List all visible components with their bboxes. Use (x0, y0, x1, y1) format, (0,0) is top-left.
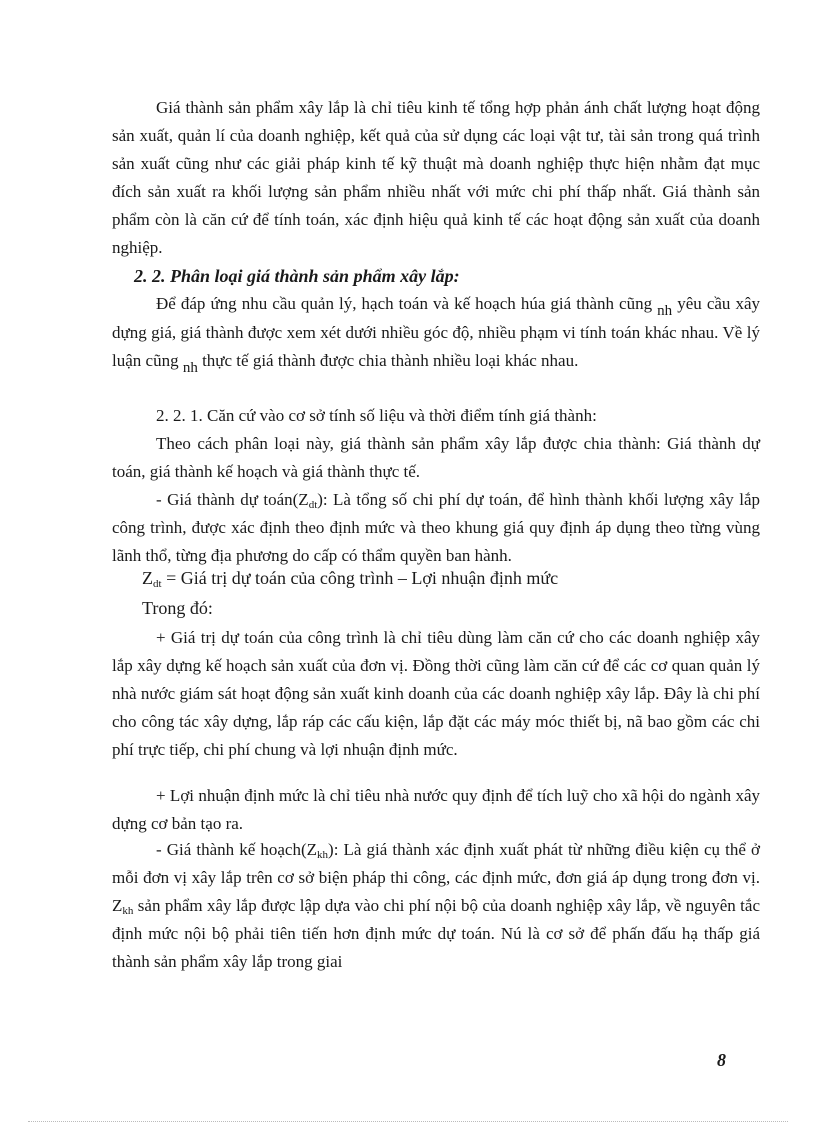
subsection-heading-2-2-1: 2. 2. 1. Căn cứ vào cơ sở tính số liệu và thời điểm tính giá thành: (156, 406, 597, 425)
section-heading-2-2: 2. 2. Phân loại giá thành sản phẩm xây lắp: (134, 266, 460, 286)
paragraph-intro: Giá thành sản phẩm xây lắp là chỉ tiêu kinh tế tổng hợp phản ánh chất lượng hoạt động sản xuất, quản lí của doanh nghiệp, kết quả của sử dụng các loại vật tư, tài sản trong quá trình sản xuất cũng như các giải pháp kinh tế kỹ thuật mà doanh nghiệp thực hiện nhằm đạt mục đích sản xuất ra khối lượng sản phẩm nhiều nhất với mức chi phí thấp nhất. Giá thành sản phẩm còn là căn cứ để tính toán, xác định hiệu quả kinh tế các hoạt động sản xuất của doanh nghiệp. (112, 98, 760, 257)
paragraph-planned-cost: - Giá thành kế $hoạch(Z_{kh})$: Là giá thành xác định xuất phát từ những điều kiện cụ thể ở mỗi đơn vị xây lắp trên cơ sở biện pháp thi công, các định mức, đơn giá áp dụng trong đơn vị. $Z_{kh}$ sản phẩm xây lắp được lập dựa vào chi phí nội bộ của doanh nghiệp xây lắp, về nguyên tắc định mức nội bộ phải tiên tiến hơn định mức dự toán. Nú là cơ sở để phấn đấu hạ thấp giá thành sản phẩm xây lắp trong giai (112, 840, 760, 971)
paragraph-estimated-cost: - Giá thành dự $toán(Z_{dt})$: Là tổng số chi phí dự toán, để hình thành khối lượng xây lắp công trình, được xác định theo định mức và theo khung giá quy định áp dụng theo từng vùng lãnh thổ, từng địa phương do cấp có thẩm quyền ban hành. (112, 490, 760, 565)
stray-text-nh-2: nh (182, 360, 198, 376)
paragraph-types: Theo cách phân loại này, giá thành sản phẩm xây lắp được chia thành: Giá thành dự toán, giá thành kế hoạch và giá thành thực tế. (112, 434, 760, 481)
paragraph-standard-profit: + Lợi nhuận định mức là chỉ tiêu nhà nước quy định để tích luỹ cho xã hội do ngành xây dựng cơ bản tạo ra. (112, 786, 760, 833)
page-number: 8 (717, 1050, 726, 1070)
stray-text-nh-1: nh (657, 303, 673, 319)
formula-zdt: $Z_{dt}$ = Giá trị dự toán của công trình – Lợi nhuận định mức (142, 568, 559, 590)
paragraph-classification: Để đáp ứng nhu cầu quản lý, hạch toán và kế hoạch húa giá thành cũng nh yêu cầu xây dựng giá, giá thành được xem xét dưới nhiều góc độ, nhiều phạm vi tính toán khác nhau. Về lý luận cũng nh thực tế giá thành được chia thành nhiều loại khác nhau. (112, 294, 761, 376)
label-trong-do: Trong đó: (142, 598, 213, 618)
paragraph-estimated-value: + Giá trị dự toán của công trình là chỉ tiêu dùng làm căn cứ cho các doanh nghiệp xây lắp xây dựng kế hoạch sản xuất của đơn vị. Đồng thời cũng làm căn cứ để các cơ quan quản lý nhà nước giám sát hoạt động sản xuất kinh doanh của các doanh nghiệp xây lắp. Đây là chi phí cho công tác xây dựng, lắp ráp các cấu kiện, lắp đặt các máy móc thiết bị, nã bao gồm các chi phí trực tiếp, chi phí chung và lợi nhuận định mức. (112, 628, 760, 759)
page-bottom-divider (28, 1121, 788, 1122)
